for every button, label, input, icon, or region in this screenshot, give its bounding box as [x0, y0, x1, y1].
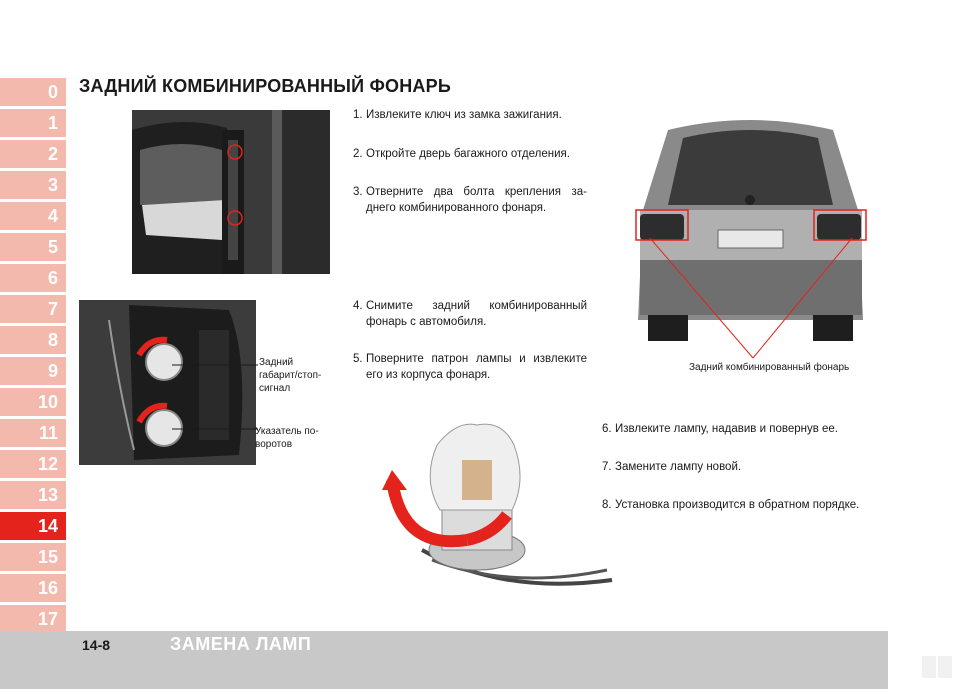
- chapter-tabs: [0, 78, 66, 636]
- callout-tail-stop: Задний габарит/стоп-сигнал: [259, 357, 322, 394]
- chapter-tab-0[interactable]: 0: [0, 78, 66, 106]
- step-number: 3.: [353, 186, 363, 198]
- tail-lamp-bolts-photo: [132, 110, 330, 274]
- footer-bar: [0, 631, 888, 689]
- chapter-tab-6[interactable]: 6: [0, 264, 66, 292]
- step-text: Извлеките ключ из замка зажигания.: [366, 109, 562, 121]
- step-number: 6.: [602, 423, 612, 435]
- car-callout-lines: [628, 238, 873, 363]
- section-name: ЗАМЕНА ЛАМП: [170, 634, 312, 654]
- step-6: [602, 421, 887, 437]
- step-text: Откройте дверь багажного отделения.: [366, 148, 570, 160]
- step-text: Замените лампу новой.: [615, 461, 742, 473]
- chapter-tab-3[interactable]: 3: [0, 171, 66, 199]
- step-number: 7.: [602, 461, 612, 473]
- step-number: 5.: [353, 353, 363, 365]
- chapter-tab-7[interactable]: 7: [0, 295, 66, 323]
- page-title: ЗАДНИЙ КОМБИНИРОВАННЫЙ ФОНАРЬ: [79, 76, 451, 96]
- chapter-tab-5[interactable]: 5: [0, 233, 66, 261]
- step-number: 8.: [602, 499, 612, 511]
- chapter-tab-11[interactable]: 11: [0, 419, 66, 447]
- chapter-tab-2[interactable]: 2: [0, 140, 66, 168]
- corner-mark-left: [922, 656, 936, 678]
- corner-mark-right: [938, 656, 952, 678]
- step-8: [602, 497, 887, 513]
- chapter-tab-4[interactable]: 4: [0, 202, 66, 230]
- chapter-tab-8[interactable]: 8: [0, 326, 66, 354]
- step-text: Поверните патрон лампы и извлеките его из корпуса фонаря.: [366, 353, 587, 381]
- chapter-tab-16[interactable]: 16: [0, 574, 66, 602]
- callout-turn-signal: Указатель по-воротов: [255, 426, 319, 450]
- step-3: [353, 184, 587, 216]
- step-text: Извлеките лампу, надавив и повернув ее.: [615, 423, 838, 435]
- step-number: 4.: [353, 300, 363, 312]
- step-number: 2.: [353, 148, 363, 160]
- callout-lines: [160, 355, 260, 435]
- callout-rear-lamp: Задний комбинированный фонарь: [689, 362, 850, 373]
- step-text: Снимите задний комбинированный фонарь с автомобиля.: [366, 300, 587, 328]
- chapter-tab-14[interactable]: 14: [0, 512, 66, 540]
- chapter-tab-17[interactable]: 17: [0, 605, 66, 633]
- chapter-tab-1[interactable]: 1: [0, 109, 66, 137]
- step-7: [602, 459, 887, 475]
- step-1: [353, 107, 587, 123]
- chapter-tab-12[interactable]: 12: [0, 450, 66, 478]
- step-2: [353, 146, 587, 162]
- bulb-photo: [382, 420, 617, 595]
- chapter-tab-10[interactable]: 10: [0, 388, 66, 416]
- chapter-tab-15[interactable]: 15: [0, 543, 66, 571]
- step-text: Установка производится в обратном порядке.: [615, 499, 860, 511]
- step-4: [353, 298, 587, 330]
- chapter-tab-9[interactable]: 9: [0, 357, 66, 385]
- chapter-tab-13[interactable]: 13: [0, 481, 66, 509]
- step-text: Отверните два болта крепления за-днего комбинированного фонаря.: [366, 186, 587, 214]
- step-number: 1.: [353, 109, 363, 121]
- step-5: [353, 351, 587, 383]
- page-number: 14-8: [82, 637, 111, 653]
